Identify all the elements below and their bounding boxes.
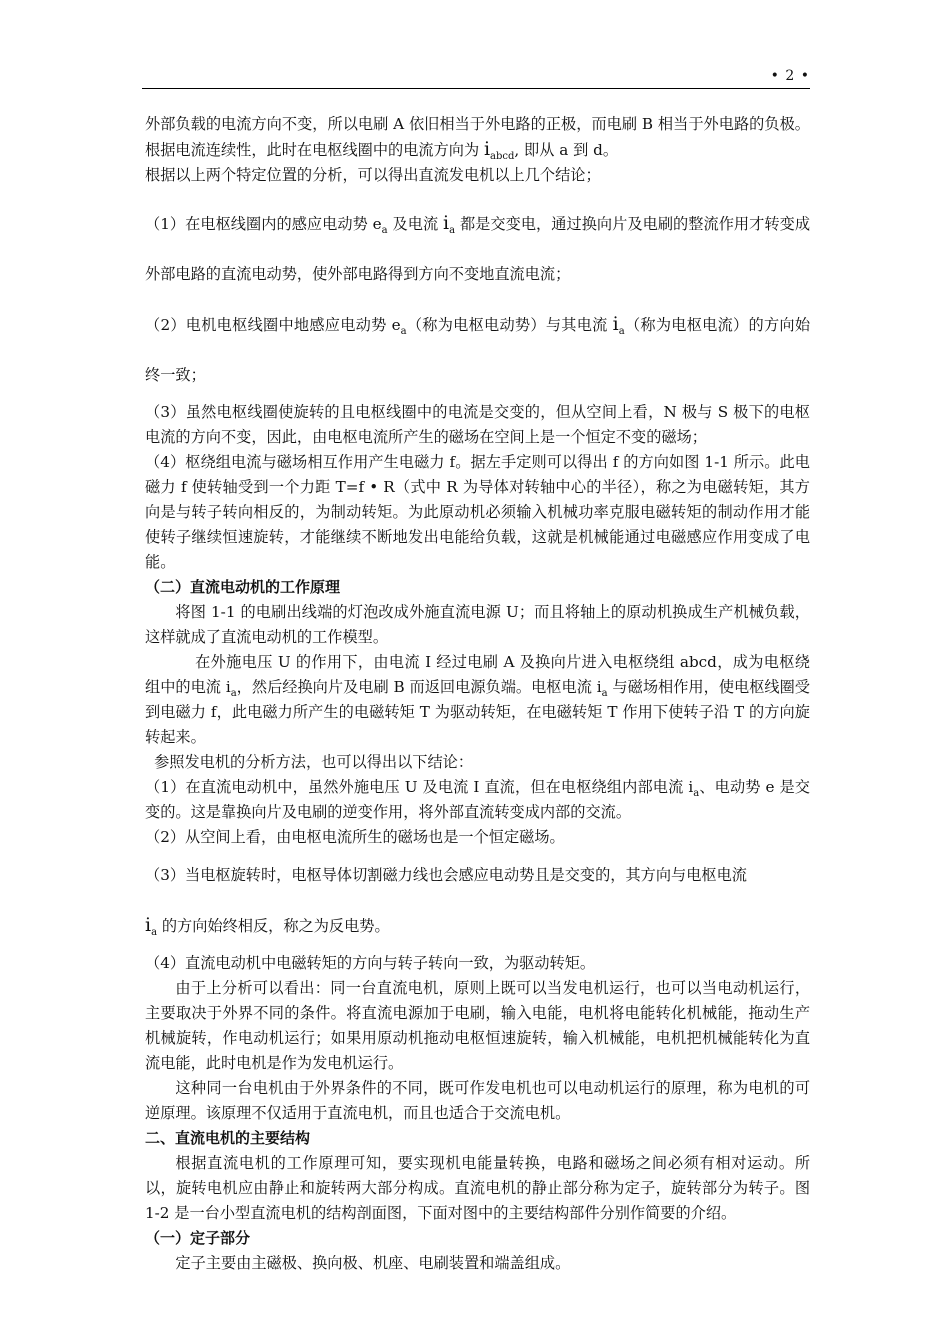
section-heading: 二、直流电机的主要结构 [145, 1129, 311, 1147]
paragraph: 根据以上两个特定位置的分析，可以得出直流发电机以上几个结论； [145, 166, 601, 184]
paragraph: 在外施电压 U 的作用下，由电流 I 经过电刷 A 及换向片进入电枢绕组 abcd，成为电枢绕组中的电流 $i_a$，然后经换向片及电刷 B 而返回电源负端。电枢电流 $i_a$ 与磁场相作用，使电枢线圈受到电磁力 f，此电磁力所产生的电磁转矩 T 为驱动转矩，在电磁转矩 T 作用下使转子沿 T 的方向旋转起来。 [145, 653, 810, 746]
conclusion-item: （1）在电枢线圈内的感应电动势 $e_a$ 及电流 $i_a$ 都是交变电，通过换向片及电刷的整流作用才转变成外部电路的直流电动势，使外部电路得到方向不变地直流电流； [145, 212, 811, 283]
document-body [145, 112, 810, 1276]
paragraph: 根据直流电机的工作原理可知，要实现机电能量转换，电路和磁场之间必须有相对运动。所以，旋转电机应由静止和旋转两大部分构成。直流电机的静止部分称为定子，旋转部分为转子。图 1-2 是一台小型直流电机的结构剖面图，下面对图中的主要结构部件分别作简要的介绍。 [145, 1154, 810, 1222]
section-heading: （二）直流电动机的工作原理 [145, 578, 341, 596]
paragraph: 将图 1-1 的电刷出线端的灯泡改成外施直流电源 U；而且将轴上的原动机换成生产机械负载，这样就成了直流电动机的工作模型。 [145, 603, 810, 646]
conclusion-item: （4）枢绕组电流与磁场相互作用产生电磁力 f。据左手定则可以得出 f 的方向如图 1-1 所示。此电磁力 f 使转轴受到一个力距 T=f • R（式中 R 为导体对转轴中心的半径），称之为电磁转矩，其方向是与转子转向相反的，为制动转矩。为此原动机必须输入机械功率克服电磁转矩的制动作用才能使转子继续恒速旋转，才能继续不断地发出电能给负载，这就是机械能通过电磁感应作用变成了电能。 [145, 453, 810, 571]
conclusion-item: （4）直流电动机中电磁转矩的方向与转子转向一致，为驱动转矩。 [145, 954, 596, 972]
conclusion-item: （1）在直流电动机中，虽然外施电压 U 及电流 I 直流，但在电枢绕组内部电流 $i_a$、电动势 e 是交变的。这是靠换向片及电刷的逆变作用，将外部直流转变成内部的交流。 [145, 778, 810, 821]
paragraph: 参照发电机的分析方法，也可以得出以下结论： [154, 753, 474, 771]
paragraph: 外部负载的电流方向不变，所以电刷 A 依旧相当于外电路的正极，而电刷 B 相当于外电路的负极。根据电流连续性，此时在电枢线圈中的电流方向为 $i_{abcd}$, 即从 a 到 d。 [145, 115, 810, 163]
page-number: • 2 • [770, 68, 810, 84]
conclusion-item: （3）虽然电枢线圈使旋转的且电枢线圈中的电流是交变的，但从空间上看，N 极与 S 极下的电枢电流的方向不变，因此，由电枢电流所产生的磁场在空间上是一个恒定不变的磁场； [145, 403, 810, 446]
header-rule [142, 88, 810, 89]
paragraph: 定子主要由主磁极、换向极、机座、电刷装置和端盖组成。 [175, 1254, 571, 1272]
conclusion-item: （3）当电枢旋转时，电枢导体切割磁力线也会感应电动势且是交变的，其方向与电枢电流 $i_a$ 的方向始终相反，称之为反电势。 [145, 866, 747, 939]
section-heading: （一）定子部分 [145, 1229, 251, 1247]
paragraph: 这种同一台电机由于外界条件的不同，既可作发电机也可以电动机运行的原理，称为电机的可逆原理。该原理不仅适用于直流电机，而且也适合于交流电机。 [145, 1079, 810, 1122]
conclusion-item: （2）从空间上看，由电枢电流所生的磁场也是一个恒定磁场。 [145, 828, 565, 846]
conclusion-item: （2）电机电枢线圈中地感应电动势 $e_a$（称为电枢电动势）与其电流 $i_a$（称为电枢电流）的方向始终一致； [145, 313, 811, 384]
paragraph: 由于上分析可以看出：同一台直流电机，原则上既可以当发电机运行，也可以当电动机运行，主要取决于外界不同的条件。将直流电源加于电刷，输入电能，电机将电能转化机械能，拖动生产机械旋转，作电动机运行；如果用原动机拖动电枢恒速旋转，输入机械能，电机把机械能转化为直流电能，此时电机是作为发电机运行。 [145, 979, 810, 1072]
